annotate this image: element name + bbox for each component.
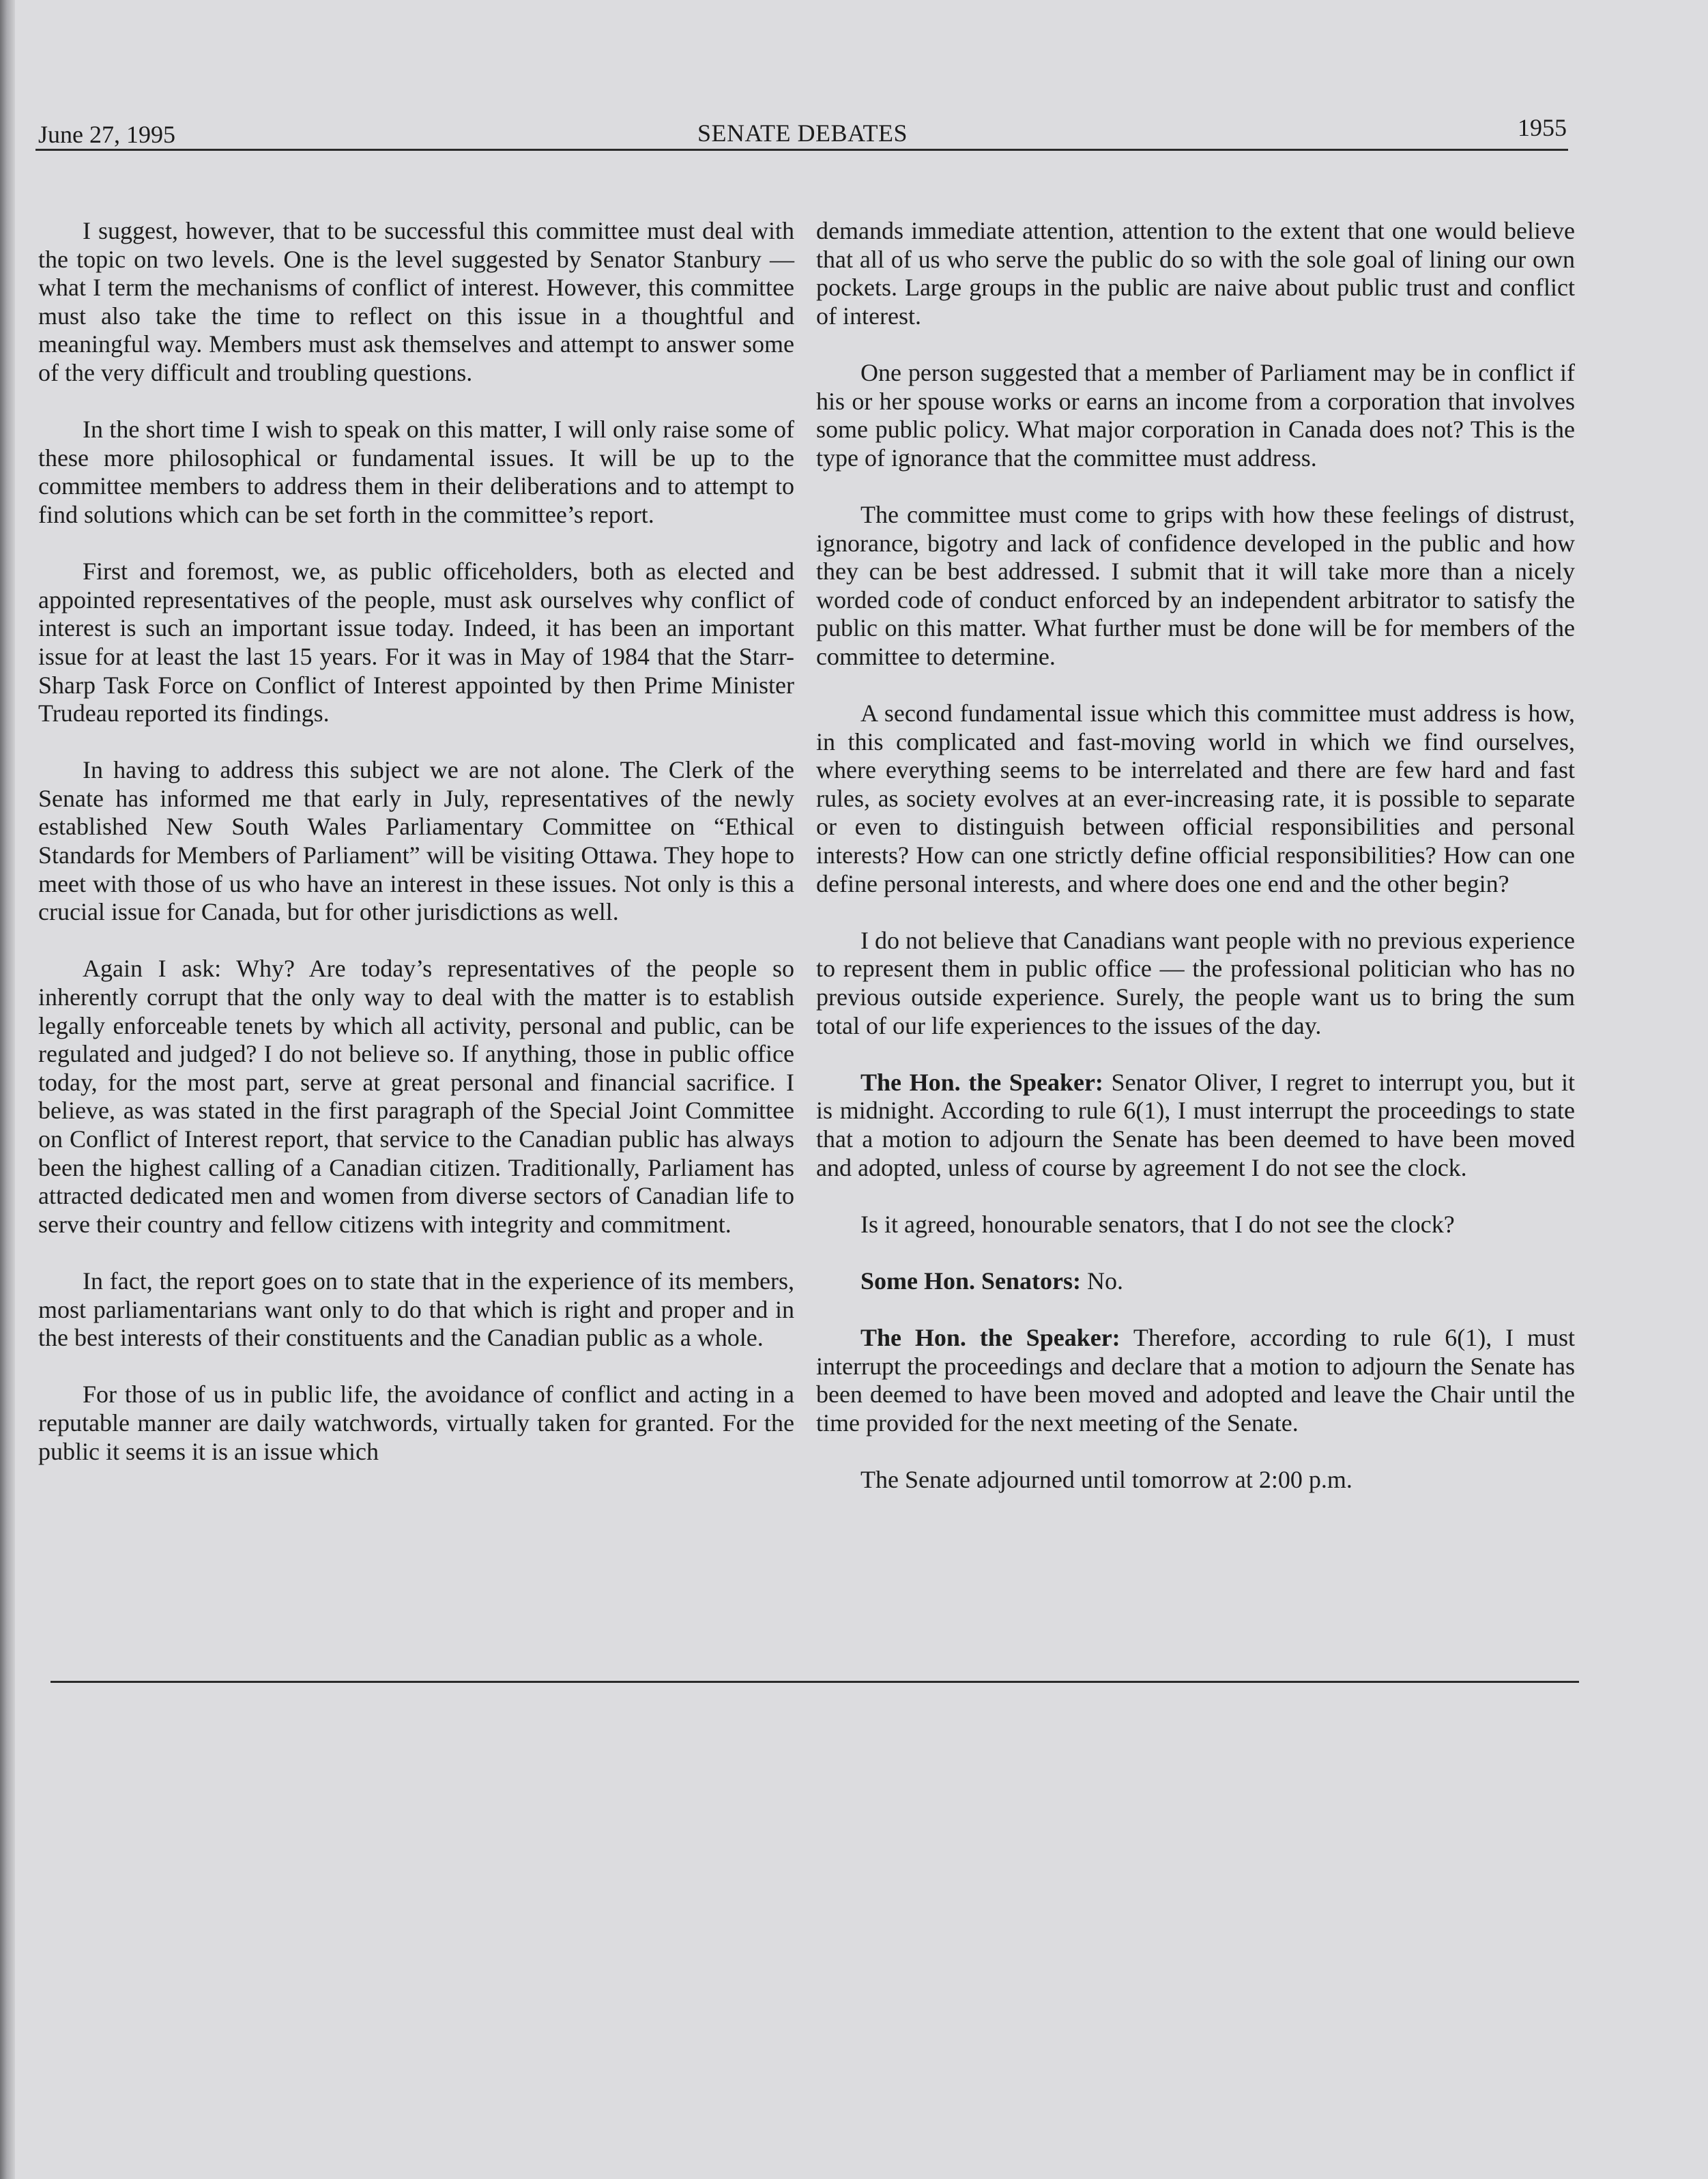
paragraph: In the short time I wish to speak on this matter, I will only raise some of these more philosophical or fundamental issues. It will be up to the committee members to address them in their deliberations and to attempt to find solutions which can be set forth in the committee’s report. xyxy=(38,416,794,528)
page-header xyxy=(38,115,1567,153)
speech-paragraph xyxy=(816,1069,1575,1182)
header-title: SENATE DEBATES xyxy=(697,119,908,147)
speaker-name: The Hon. the Speaker: xyxy=(860,1324,1120,1352)
paragraph: For those of us in public life, the avoidance of conflict and acting in a reputable manner are daily watchwords, virtually taken for granted. For the public it seems it is an issue which xyxy=(38,1381,794,1465)
binding-edge xyxy=(0,0,15,2179)
speech-paragraph xyxy=(816,1267,1575,1296)
paragraph: The committee must come to grips with how these feelings of distrust, ignorance, bigotry and lack of confidence developed in the public and how they can be best addressed. I submit that it will take more than a nicely worded code of conduct enforced by an independent arbitrator to satisfy the public on this matter. What further must be done will be for members of the committee to determine. xyxy=(816,500,1575,670)
header-date: June 27, 1995 xyxy=(38,121,175,148)
paragraph: In having to address this subject we are not alone. The Clerk of the Senate has informed me that early in July, representatives of the newly established New South Wales Parliamentary Committee on “Ethical Standards for Members of Parliament” will be visiting Ottawa. They hope to meet with those of us who have an interest in these issues. Not only is this a crucial issue for Canada, but for other jurisdictions as well. xyxy=(38,756,794,926)
paragraph: One person suggested that a member of Parliament may be in conflict if his or her spouse works or earns an income from a corporation that involves some public policy. What major corporation in Canada does not? This is the type of ignorance that the committee must address. xyxy=(816,358,1575,472)
speech-text: Senator Oliver, I regret to interrupt you, but it is midnight. According to rule 6(1), I must interrupt the proceedings to state that a motion to adjourn the Senate has been deemed to have been moved and adopted, unless of course by agreement I do not see the clock. xyxy=(816,1068,1576,1181)
paragraph: demands immediate attention, attention to the extent that one would believe that all of us who serve the public do so with the sole goal of lining our own pockets. Large groups in the public are naive about public trust and conflict of interest. xyxy=(816,217,1575,330)
speech-text: Therefore, according to rule 6(1), I must interrupt the proceedings and declare that a motion to adjourn the Senate has been deemed to have been moved and adopted and leave the Chair until the time provided for the next meeting of the Senate. xyxy=(816,1324,1575,1437)
speech-paragraph xyxy=(816,1324,1575,1437)
paragraph: First and foremost, we, as public officeholders, both as elected and appointed representatives of the people, must ask ourselves why conflict of interest is such an important issue today. Indeed, it has been an important issue for at least the last 15 years. For it was in May of 1984 that the Starr-Sharp Task Force on Conflict of Interest appointed by then Prime Minister Trudeau reported its findings. xyxy=(38,558,794,727)
paragraph: I suggest, however, that to be successful this committee must deal with the topic on two levels. One is the level suggested by Senator Stanbury — what I term the mechanisms of conflict of interest. However, this committee must also take the time to reflect on this issue in a thoughtful and meaningful way. Members must ask themselves and attempt to answer some of the very difficult and troubling questions. xyxy=(38,217,794,386)
header-page-number: 1955 xyxy=(1518,114,1567,141)
left-column xyxy=(38,217,794,1495)
speech-text: No. xyxy=(1081,1267,1123,1295)
paragraph: I do not believe that Canadians want people with no previous experience to represent them in public office — the professional politician who has no previous outside experience. Surely, the people want us to bring the sum total of our life experiences to the issues of the day. xyxy=(816,926,1575,1039)
speaker-name: Some Hon. Senators: xyxy=(860,1267,1081,1295)
paragraph: A second fundamental issue which this committee must address is how, in this complicated and fast-moving world in which we find ourselves, where everything seems to be interrelated and there are few hard and fast rules, as society evolves at an ever-increasing rate, it is possible to separate or even to distinguish between official responsibilities and personal interests? How can one strictly define official responsibilities? How can one define personal interests, and where does one end and the other begin? xyxy=(816,699,1575,897)
paragraph: Again I ask: Why? Are today’s representatives of the people so inherently corrupt that the only way to deal with the matter is to establish legally enforceable tenets by which all activity, personal and public, can be regulated and judged? I do not believe so. If anything, those in public office today, for the most part, serve at great personal and financial sacrifice. I believe, as was stated in the first paragraph of the Special Joint Committee on Conflict of Interest report, that service to the Canadian public has always been the highest calling of a Canadian citizen. Traditionally, Parliament has attracted dedicated men and women from diverse sectors of Canadian life to serve their country and fellow citizens with integrity and commitment. xyxy=(38,955,794,1238)
paragraph: In fact, the report goes on to state that in the experience of its members, most parliamentarians want only to do that which is right and proper and in the best interests of their constituents and the Canadian public as a whole. xyxy=(38,1267,794,1352)
right-column xyxy=(816,217,1575,1523)
paragraph: Is it agreed, honourable senators, that I do not see the clock? xyxy=(860,1210,1455,1238)
adjournment-note: The Senate adjourned until tomorrow at 2:00 p.m. xyxy=(860,1466,1352,1494)
header-rule xyxy=(35,149,1568,151)
speaker-name: The Hon. the Speaker: xyxy=(860,1068,1103,1096)
footer-rule xyxy=(50,1681,1579,1683)
